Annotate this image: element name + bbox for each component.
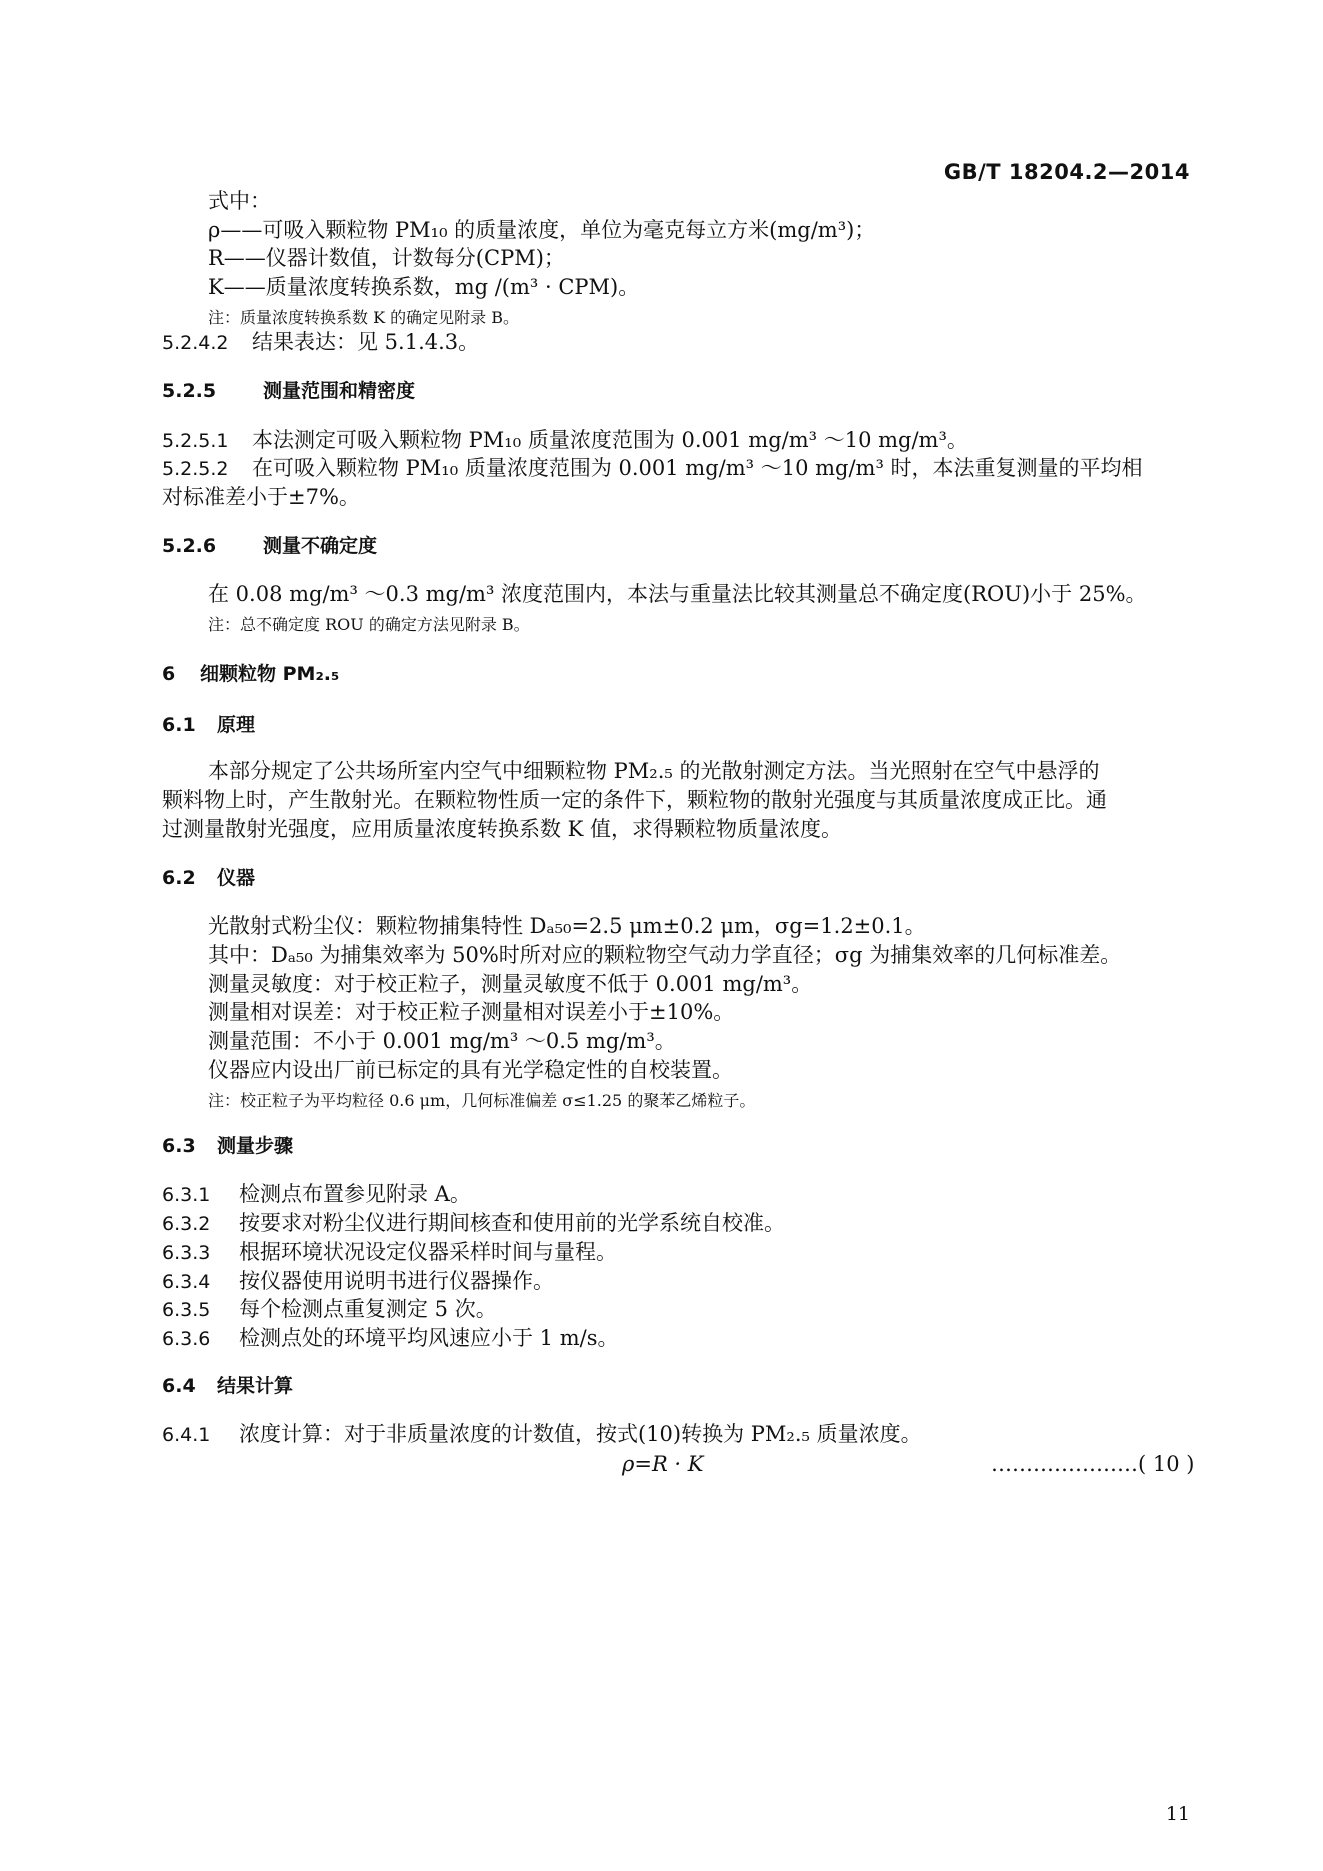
clause-text: 每个检测点重复测定 5 次。	[239, 1297, 497, 1321]
principle-line-3: 过测量散射光强度，应用质量浓度转换系数 K 值，求得颗粒物质量浓度。	[162, 817, 843, 841]
heading-6-3	[162, 1131, 293, 1161]
heading-6-1	[162, 710, 255, 740]
heading-title: 仪器	[217, 867, 256, 889]
clause-number: 5.2.5.1	[162, 430, 229, 452]
note-rou: 注：总不确定度 ROU 的确定方法见附录 B。	[208, 615, 530, 634]
clause-6-3-3	[162, 1237, 617, 1268]
clause-number: 6.3.5	[162, 1299, 211, 1321]
heading-title: 细颗粒物 PM₂.₅	[200, 663, 340, 685]
heading-number: 6	[162, 663, 176, 685]
clause-text: 浓度计算：对于非质量浓度的计数值，按式(10)转换为 PM₂.₅ 质量浓度。	[239, 1422, 922, 1446]
heading-title: 测量步骤	[217, 1135, 294, 1157]
clause-number: 6.3.3	[162, 1242, 211, 1264]
clause-6-4-1	[162, 1419, 922, 1450]
page-number: 11	[1165, 1803, 1190, 1825]
heading-title: 结果计算	[217, 1375, 294, 1397]
instrument-line-5: 测量范围：不小于 0.001 mg/m³ ～0.5 mg/m³。	[208, 1029, 676, 1053]
definition-r: R——仪器计数值，计数每分(CPM)；	[208, 246, 565, 270]
clause-text: 在可吸入颗粒物 PM₁₀ 质量浓度范围为 0.001 mg/m³ ～10 mg/m³ 时，本法重复测量的平均相	[252, 456, 1143, 480]
principle-line-2: 颗料物上时，产生散射光。在颗粒物性质一定的条件下，颗粒物的散射光强度与其质量浓度成正比。通	[162, 788, 1107, 812]
uncertainty-text: 在 0.08 mg/m³ ～0.3 mg/m³ 浓度范围内，本法与重量法比较其测量总不确定度(ROU)小于 25%。	[208, 582, 1147, 606]
principle-line-1: 本部分规定了公共场所室内空气中细颗粒物 PM₂.₅ 的光散射测定方法。当光照射在空气中悬浮的	[208, 759, 1100, 783]
clause-number: 6.4.1	[162, 1424, 211, 1446]
heading-6-4	[162, 1371, 293, 1401]
heading-6	[162, 659, 339, 689]
note-k: 注：质量浓度转换系数 K 的确定见附录 B。	[208, 308, 519, 327]
clause-number: 6.3.4	[162, 1271, 211, 1293]
clause-6-3-5	[162, 1294, 497, 1325]
clause-number: 5.2.5.2	[162, 458, 229, 480]
clause-5-2-4-2	[162, 327, 479, 358]
where-label: 式中：	[208, 189, 271, 213]
instrument-line-2: 其中：Dₐ₅₀ 为捕集效率为 50%时所对应的颗粒物空气动力学直径；σg 为捕集效率的几何标准差。	[208, 943, 1122, 967]
instrument-line-6: 仪器应内设出厂前已标定的具有光学稳定性的自校装置。	[208, 1058, 733, 1082]
clause-text: 检测点处的环境平均风速应小于 1 m/s。	[239, 1326, 619, 1350]
clause-6-3-1	[162, 1179, 471, 1210]
heading-title: 测量不确定度	[263, 535, 378, 557]
definition-rho: ρ——可吸入颗粒物 PM₁₀ 的质量浓度，单位为毫克每立方米(mg/m³)；	[208, 218, 876, 242]
heading-number: 6.3	[162, 1135, 196, 1157]
heading-5-2-5	[162, 376, 415, 406]
clause-text: 结果表达：见 5.1.4.3。	[252, 330, 480, 354]
note-calibration: 注：校正粒子为平均粒径 0.6 μm，几何标准偏差 σ≤1.25 的聚苯乙烯粒子。	[208, 1091, 756, 1110]
formula-reference: …………………( 10 )	[991, 1452, 1195, 1476]
definition-k: K——质量浓度转换系数，mg /(m³ · CPM)。	[208, 275, 640, 299]
heading-number: 5.2.6	[162, 535, 217, 557]
clause-text: 根据环境状况设定仪器采样时间与量程。	[239, 1240, 617, 1264]
clause-text: 检测点布置参见附录 A。	[239, 1182, 471, 1206]
heading-number: 5.2.5	[162, 380, 217, 402]
formula-10: ρ=R · K	[622, 1452, 704, 1476]
clause-6-3-4	[162, 1266, 554, 1297]
clause-text: 按仪器使用说明书进行仪器操作。	[239, 1269, 554, 1293]
heading-number: 6.4	[162, 1375, 196, 1397]
clause-text: 按要求对粉尘仪进行期间核查和使用前的光学系统自校准。	[239, 1211, 785, 1235]
instrument-line-4: 测量相对误差：对于校正粒子测量相对误差小于±10%。	[208, 1000, 735, 1024]
heading-title: 原理	[217, 714, 256, 736]
clause-text: 本法测定可吸入颗粒物 PM₁₀ 质量浓度范围为 0.001 mg/m³ ～10 mg/m³。	[252, 428, 968, 452]
instrument-line-1: 光散射式粉尘仪：颗粒物捕集特性 Dₐ₅₀=2.5 μm±0.2 μm，σg=1.2±0.1。	[208, 914, 926, 938]
clause-number: 6.3.1	[162, 1184, 211, 1206]
heading-5-2-6	[162, 531, 377, 561]
instrument-line-3: 测量灵敏度：对于校正粒子，测量灵敏度不低于 0.001 mg/m³。	[208, 972, 813, 996]
clause-number: 6.3.6	[162, 1328, 211, 1350]
clause-number: 5.2.4.2	[162, 332, 229, 354]
clause-5-2-5-2-continued: 对标准差小于±7%。	[162, 485, 360, 509]
clause-number: 6.3.2	[162, 1213, 211, 1235]
heading-number: 6.2	[162, 867, 196, 889]
clause-6-3-6	[162, 1323, 618, 1354]
clause-5-2-5-1	[162, 425, 968, 456]
heading-6-2	[162, 863, 255, 893]
heading-title: 测量范围和精密度	[263, 380, 416, 402]
clause-5-2-5-2	[162, 453, 1143, 484]
standard-header: GB/T 18204.2—2014	[943, 160, 1190, 184]
clause-6-3-2	[162, 1208, 785, 1239]
heading-number: 6.1	[162, 714, 196, 736]
